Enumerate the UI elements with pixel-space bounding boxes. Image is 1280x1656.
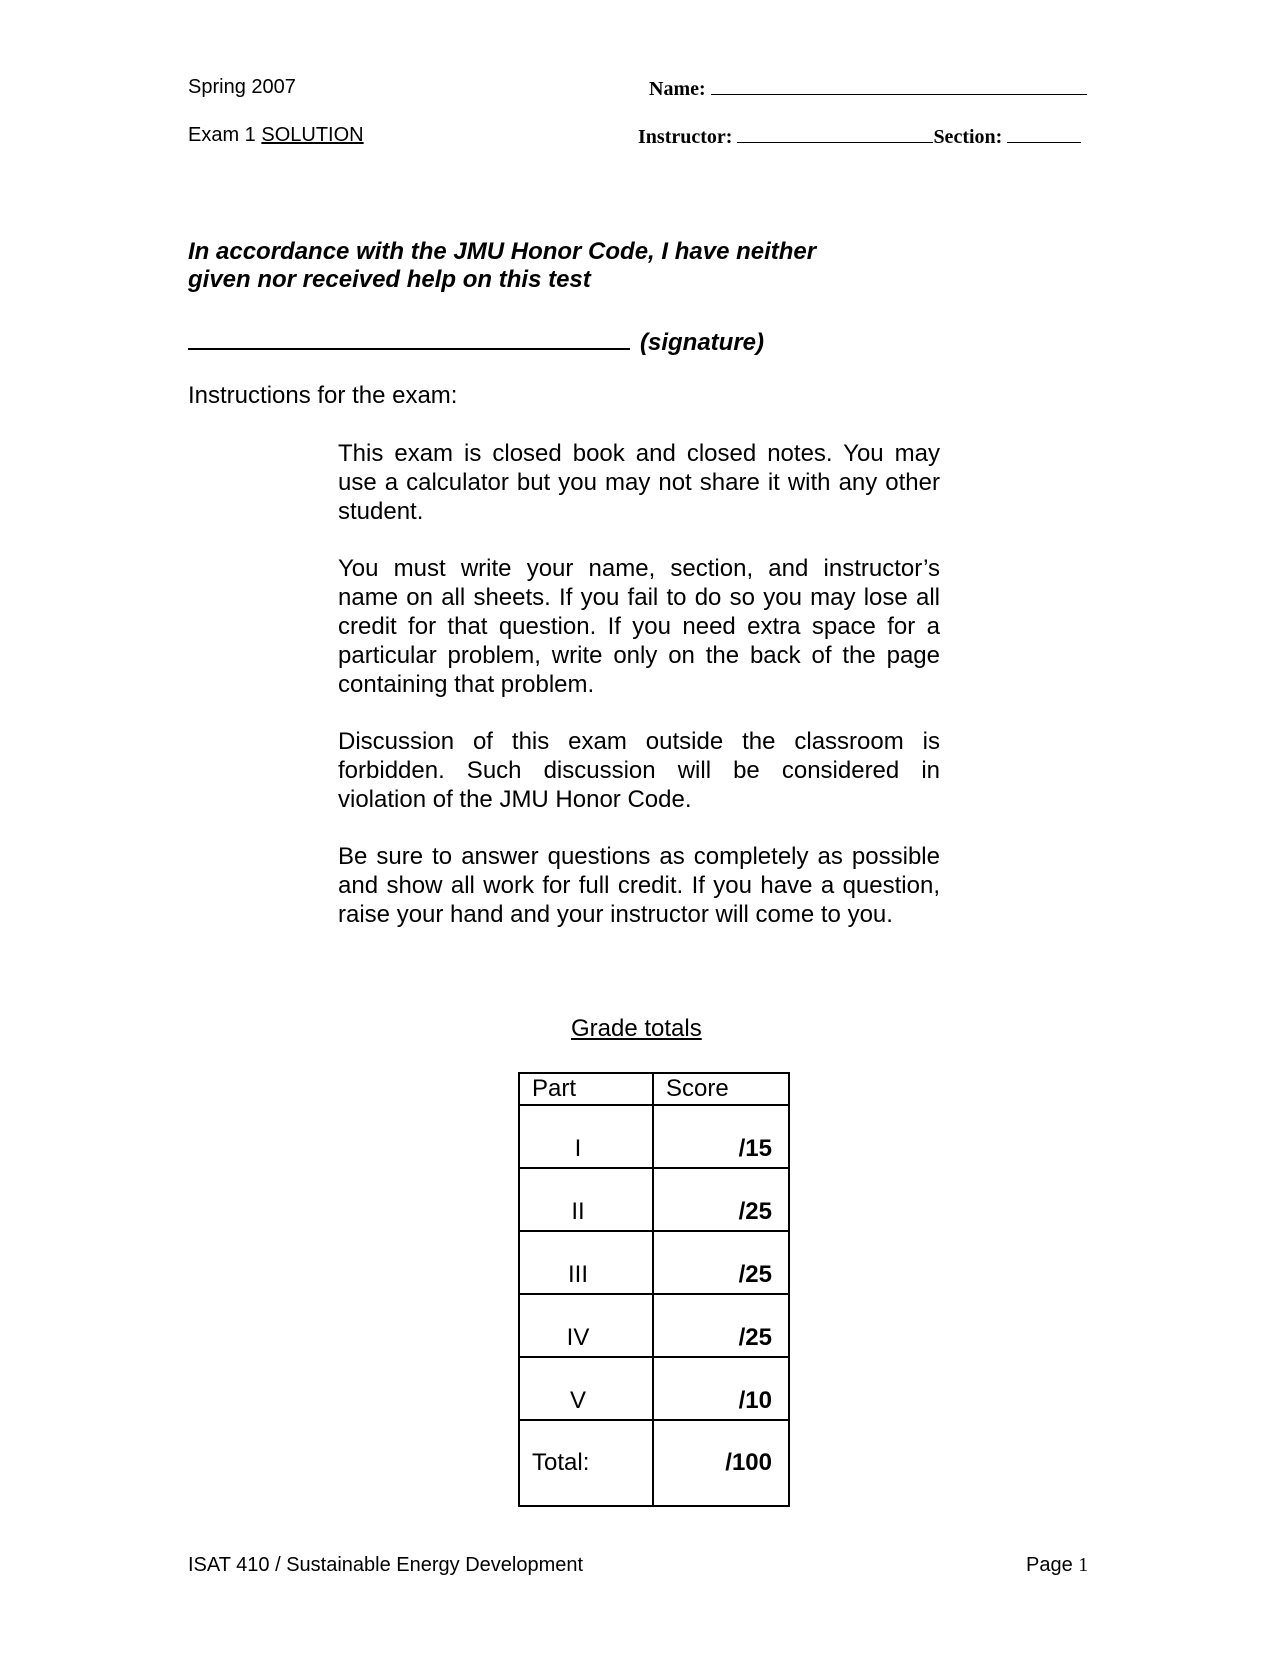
section-label: Section: (933, 126, 1003, 148)
grade-table-header (519, 1073, 789, 1105)
honor-line-2: given nor received help on this test (188, 266, 591, 293)
table-row (519, 1294, 789, 1357)
score-header: Score (653, 1073, 789, 1105)
exam-prefix: Exam 1 (188, 124, 256, 146)
page-number: 1 (1078, 1554, 1089, 1576)
score-cell: /15 (653, 1105, 789, 1168)
total-score: /100 (653, 1420, 789, 1506)
instruction-paragraph-2: You must write your name, section, and instructor’s name on all sheets. If you fail to do so you may lose all credit for that question. If you need extra space for a particular problem, write only on the back of the page containing that problem. (338, 555, 940, 698)
section-blank[interactable] (1007, 123, 1081, 143)
score-cell: /25 (653, 1231, 789, 1294)
signature-blank[interactable] (188, 324, 630, 350)
exam-title (188, 123, 364, 147)
table-row (519, 1105, 789, 1168)
part-cell: II (519, 1168, 653, 1231)
name-field (649, 75, 1087, 101)
part-cell: III (519, 1231, 653, 1294)
page-number-footer (1026, 1553, 1088, 1577)
total-row (519, 1420, 789, 1506)
instructor-label: Instructor: (638, 126, 733, 148)
table-row (519, 1168, 789, 1231)
total-label: Total: (519, 1420, 653, 1506)
table-row (519, 1231, 789, 1294)
score-cell: /25 (653, 1168, 789, 1231)
part-cell: IV (519, 1294, 653, 1357)
table-row (519, 1357, 789, 1420)
instruction-paragraph-4: Be sure to answer questions as completely as possible and show all work for full credit. If you have a question, raise your hand and your instructor will come to you. (338, 843, 940, 928)
part-header: Part (519, 1073, 653, 1105)
instructor-section-field (638, 123, 1081, 149)
name-label: Name: (649, 78, 706, 100)
course-footer: ISAT 410 / Sustainable Energy Development (188, 1554, 584, 1576)
solution-label: SOLUTION (261, 124, 364, 146)
signature-label: (signature) (640, 329, 765, 356)
part-cell: I (519, 1105, 653, 1168)
name-blank[interactable] (711, 75, 1087, 95)
instruction-paragraph-1: This exam is closed book and closed notes. You may use a calculator but you may not share it with any other student. (338, 440, 940, 525)
grade-totals-title: Grade totals (571, 1015, 702, 1042)
instruction-paragraph-3: Discussion of this exam outside the classroom is forbidden. Such discussion will be considered in violation of the JMU Honor Code. (338, 728, 940, 813)
score-cell: /25 (653, 1294, 789, 1357)
grade-table (518, 1072, 790, 1507)
part-cell: V (519, 1357, 653, 1420)
score-cell: /10 (653, 1357, 789, 1420)
honor-line-1: In accordance with the JMU Honor Code, I have neither (188, 238, 817, 265)
instructor-blank[interactable] (737, 123, 933, 143)
term-label: Spring 2007 (188, 76, 296, 98)
page-label: Page (1026, 1554, 1073, 1576)
instructions-heading: Instructions for the exam: (188, 382, 458, 409)
signature-field (188, 324, 764, 357)
